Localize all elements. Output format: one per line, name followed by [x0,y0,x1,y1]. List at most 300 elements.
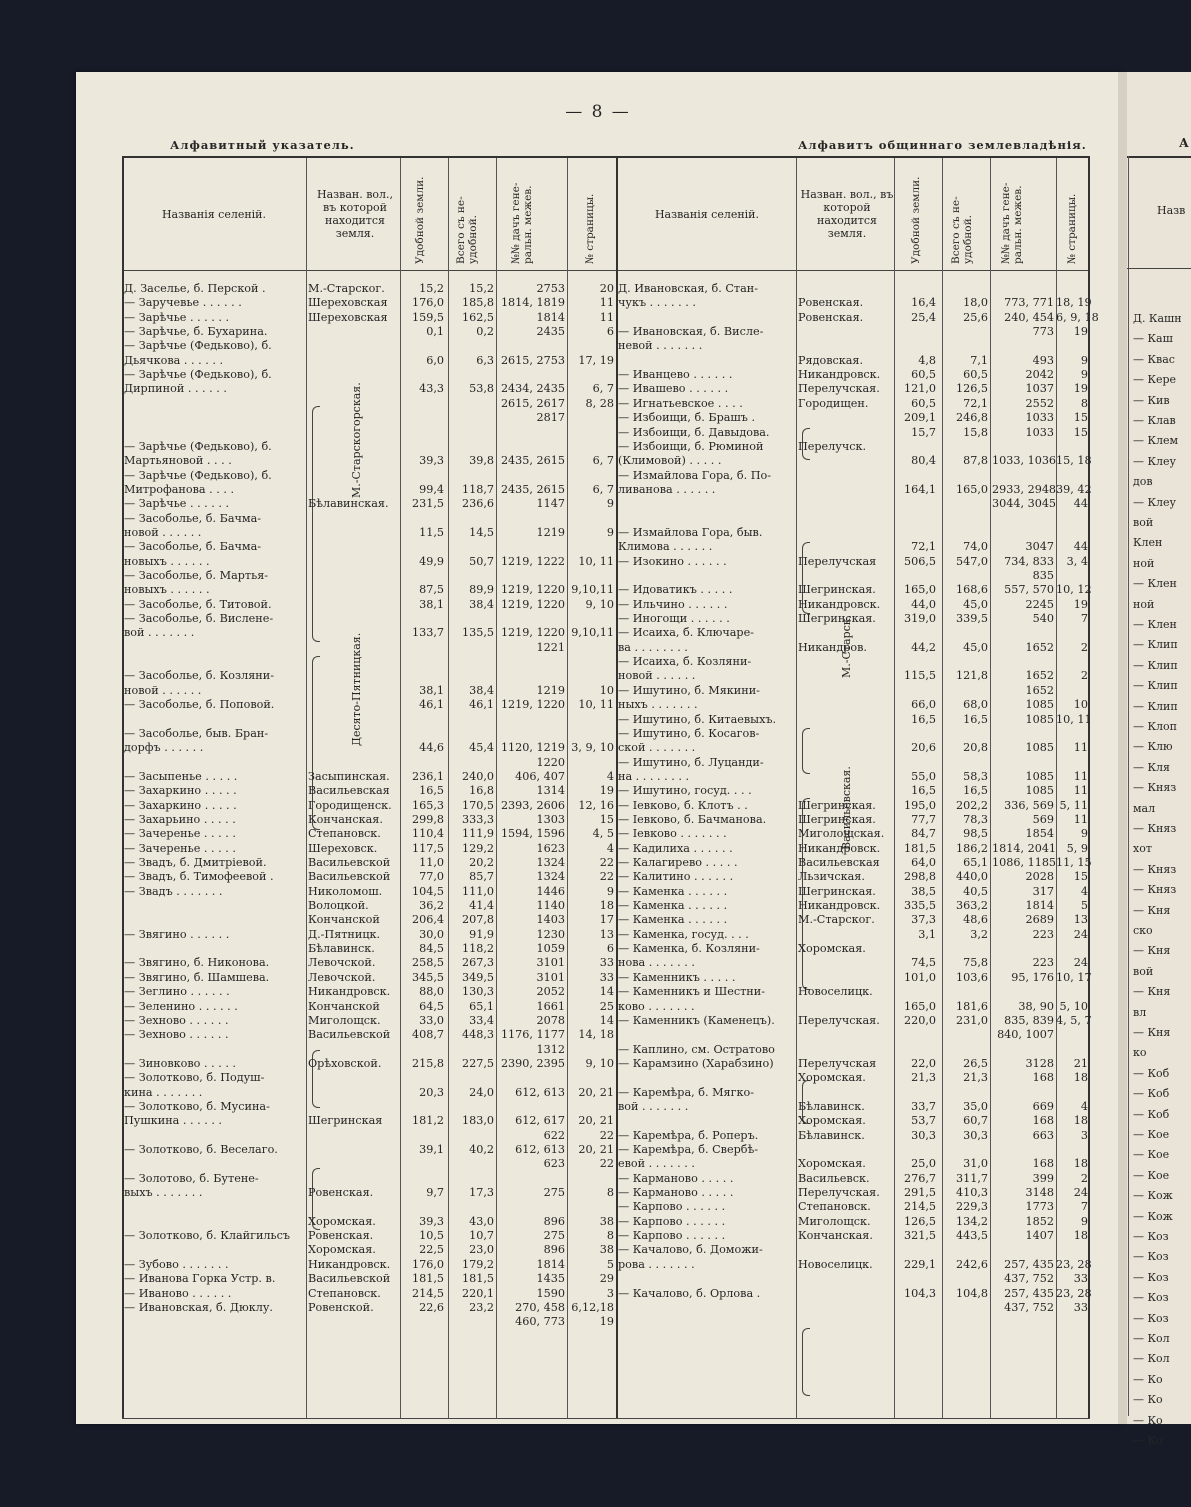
total-land-value: 24,0 [469,1085,494,1099]
volost-name: Ровенской. [308,1300,374,1314]
table-row [618,885,1088,899]
table-row [618,440,1088,454]
table-row [122,512,616,526]
table-row [618,928,1088,942]
survey-plot-numbers: 460, 773 [515,1315,565,1329]
volost-name: Хоромская. [798,1157,866,1171]
survey-plot-numbers: 1059 [536,942,565,956]
place-name: — Іевково, б. Клотъ . . [618,798,748,812]
good-land-value: 38,1 [419,597,444,611]
page-refs: 15 [1073,411,1088,425]
table-row [618,1257,1092,1272]
table-row [618,397,1088,411]
page-refs: 8, 28 [585,396,614,410]
good-land-value: 159,5 [411,310,444,324]
table-row [618,411,1088,425]
good-land-value: 38,5 [911,884,936,898]
next-page-row: — Кол [1133,1352,1170,1366]
good-land-value: 214,5 [903,1200,936,1214]
table-row [122,741,616,755]
total-land-value: 220,1 [461,1286,494,1300]
survey-plot-numbers: 1147 [536,497,565,511]
place-name: — Захаркино . . . . . [124,798,237,812]
survey-plot-numbers: 2078 [536,1013,565,1027]
total-land-value: 41,4 [469,899,494,913]
table-row [618,970,1092,985]
survey-plot-numbers: 1219, 1220 [500,698,565,712]
table-row [618,626,1088,640]
page-refs: 11 [1073,812,1088,826]
volost-name: Бѣлавинск. [798,1099,865,1113]
volost-name: Шереховская [308,296,388,310]
good-land-value: 53,7 [911,1114,936,1128]
place-name: Климова . . . . . . [618,540,713,554]
good-land-value: 15,7 [911,425,936,439]
volost-name: Кончанская. [308,812,383,826]
good-land-value: 25,4 [911,310,936,324]
volost-name: Миголощск. [308,1013,381,1027]
survey-plot-numbers: 2245 [1025,597,1054,611]
page-refs: 33 [1073,1272,1088,1286]
page-refs: 22 [599,856,614,869]
total-land-value: 246,8 [955,411,988,425]
survey-plot-numbers: 1814 [536,1257,565,1271]
page-refs: 7 [1080,612,1088,626]
survey-plot-numbers: 168 [1032,1114,1054,1128]
good-land-value: 115,5 [903,669,936,683]
table-row [122,426,616,440]
header-survey-plots-right: №№ дачъ гене- ральн. межев. [1000,182,1024,264]
next-page-row: — Клю [1133,740,1173,754]
place-name: — Иваново . . . . . . [124,1286,232,1300]
next-page-row: ной [1133,597,1155,611]
page-refs: 6,12,18 [571,1300,614,1314]
survey-plot-numbers: 1314 [536,784,565,798]
volost-name: Перелучская. [798,382,880,396]
table-right-border [1088,158,1090,1418]
volost-group-label: М.-Старскогорская. [350,382,363,498]
next-page-row: — Кож [1133,1189,1173,1203]
page-refs: 15, 18 [1056,454,1092,468]
survey-plot-numbers: 1652 [1025,683,1054,697]
volost-name: Хоромская. [798,1071,866,1085]
page-refs: 2 [1080,669,1088,683]
volost-name: М.-Старског. [798,913,875,927]
place-name: — Засоболье, б. Титовой. [124,597,272,611]
total-land-value: 16,5 [963,784,988,798]
place-name: — Засоболье, быв. Бран- [124,726,269,740]
table-row [122,928,616,942]
page-refs: 14 [599,1013,614,1027]
total-land-value: 31,0 [963,1157,988,1171]
total-land-value: 39,8 [469,454,494,468]
table-row [122,956,616,970]
place-name: — Зарѣчье (Федьково), б. [124,468,272,482]
page-refs: 33 [1073,1300,1088,1314]
good-land-value: 181,5 [411,1272,444,1286]
place-name: ской . . . . . . . [618,741,696,755]
total-land-value: 60,5 [963,368,988,382]
page-refs: 6 [606,942,614,956]
page-refs: 17, 19 [578,353,614,367]
volost-name: Степановск. [798,1200,871,1214]
table-row [122,942,616,956]
table-row [618,1057,1088,1071]
place-name: Д. Ивановская, б. Стан- [618,282,759,295]
table-row [618,497,1088,511]
place-name: — Каменникъ и Шестни- [618,985,765,999]
survey-plot-numbers: 1623 [536,841,565,855]
total-land-value: 10,7 [469,1229,494,1243]
volost-name: Васильевской [308,870,391,884]
total-land-value: 53,8 [469,382,494,396]
survey-plot-numbers: 2615, 2617 [500,396,565,410]
header-good-land-right: Удобной земли. [910,176,922,264]
table-row [618,1000,1088,1014]
survey-plot-numbers: 569 [1032,812,1054,826]
good-land-value: 319,0 [903,612,936,626]
volost-name: Льзичская. [798,870,865,884]
page-refs: 18, 19 [1056,296,1092,310]
table-row [122,354,616,368]
table-row [122,526,616,540]
total-land-value: 87,8 [963,454,988,468]
next-page-row: — Клеу [1133,495,1176,509]
place-name: на . . . . . . . . [618,769,690,783]
total-land-value: 33,4 [469,1013,494,1027]
survey-plot-numbers: 2052 [536,985,565,999]
survey-plot-numbers: 3128 [1025,1056,1054,1070]
good-land-value: 16,5 [419,784,444,798]
volost-name: Шереховская [308,310,388,324]
next-page-table-top [1127,156,1191,158]
place-name: — Каремѣра, б. Роперъ. [618,1128,759,1142]
good-land-value: 84,7 [911,827,936,841]
table-row [618,727,1088,741]
place-name: — Зеленино . . . . . . [124,999,238,1013]
good-land-value: 165,0 [903,583,936,597]
good-land-value: 16,5 [911,784,936,798]
good-land-value: 20,3 [419,1085,444,1099]
good-land-value: 21,3 [911,1071,936,1085]
next-page-row: мал [1133,801,1156,815]
page-refs: 11 [599,310,614,324]
survey-plot-numbers: 896 [543,1243,565,1257]
survey-plot-numbers: 1652 [1025,669,1054,683]
place-name: евой . . . . . . . [618,1157,695,1171]
good-land-value: 104,5 [411,884,444,898]
volost-name: Ровенская. [798,310,864,324]
place-name: Дирпиной . . . . . . [124,382,227,396]
survey-plot-numbers: 257, 435 [1004,1286,1054,1300]
table-row [122,1143,616,1157]
place-name: — Засоболье, б. Поповой. [124,698,275,712]
volost-name: Шегринская. [798,812,876,826]
good-land-value: 16,5 [911,712,936,726]
table-row [122,856,616,870]
place-name: (Климовой) . . . . . [618,454,722,468]
page-refs: 5 [1080,899,1088,913]
survey-plot-numbers: 2435, 2615 [500,454,565,468]
place-name: — Ишутино, б. Луцанди- [618,755,764,769]
survey-plot-numbers: 275 [543,1186,565,1200]
table-row [618,469,1088,483]
good-land-value: 44,0 [911,597,936,611]
place-name: — Карпово . . . . . . [618,1229,726,1243]
volost-name: Миголощск. [798,1214,871,1228]
page-refs: 22 [599,870,614,884]
good-land-value: 22,5 [419,1243,444,1257]
volost-name: Бѣлавинская. [308,497,389,511]
place-name: новой . . . . . . [124,683,202,697]
table-row [122,325,616,339]
good-land-value: 44,2 [911,640,936,654]
table-row [618,1186,1088,1200]
total-land-value: 48,6 [963,913,988,927]
volost-name: Шегринская. [798,798,876,812]
page-refs: 19 [1073,597,1088,611]
total-land-value: 267,3 [461,956,494,970]
table-row [122,684,616,698]
place-name: — Зарѣчье (Федьково), б. [124,439,272,453]
place-name: — Исаиха, б. Козляни- [618,655,752,669]
place-name: — Карамзино (Харабзино) [618,1056,774,1070]
place-name: — Захарьино . . . . . [124,812,236,826]
page-refs: 19 [599,1315,614,1329]
total-land-value: 17,3 [469,1186,494,1200]
survey-plot-numbers: 2817 [536,411,565,425]
survey-plot-numbers: 1814, 2041 [992,841,1057,855]
total-land-value: 18,0 [963,296,988,310]
page-refs: 44 [1073,540,1088,554]
total-land-value: 65,1 [469,999,494,1013]
survey-plot-numbers: 2393, 2606 [500,798,565,812]
survey-plot-numbers: 2689 [1025,913,1054,927]
place-name: — Звягино, б. Шамшева. [124,970,270,984]
total-land-value: 135,5 [461,626,494,640]
page-refs: 18 [1073,1114,1088,1128]
volost-name: Бѣлавинск. [798,1128,865,1142]
volost-name: Хоромская. [798,1114,866,1128]
table-row [618,1286,1092,1301]
good-land-value: 11,0 [419,856,444,869]
table-row [122,1028,616,1042]
place-name: — Зачеренье . . . . . [124,827,236,841]
survey-plot-numbers: 1435 [536,1272,565,1286]
place-name: — Избоищи, б. Брашъ . [618,411,756,425]
next-page-row: — Кня [1133,903,1171,917]
total-land-value: 547,0 [955,554,988,568]
total-land-value: 311,7 [955,1171,988,1185]
next-page-row: ко [1133,1046,1147,1060]
place-name: — Ильчино . . . . . . [618,597,728,611]
place-name: — Измайлова Гора, б. По- [618,468,772,482]
survey-plot-numbers: 1814 [536,310,565,324]
place-name: ва . . . . . . . . [618,640,688,654]
next-page-row: — Клав [1133,414,1176,427]
place-name: — Золотково, б. Мусина- [124,1099,270,1113]
table-row [618,612,1088,626]
place-name: рова . . . . . . . [618,1257,695,1271]
good-land-value: 181,5 [903,841,936,855]
total-land-value: 46,1 [469,698,494,712]
survey-plot-numbers: 1446 [536,884,565,898]
place-name: дорфъ . . . . . . [124,741,204,755]
good-land-value: 181,2 [411,1114,444,1128]
total-land-value: 134,2 [955,1214,988,1228]
page-refs: 20, 21 [578,1114,614,1128]
place-name: — Каремѣра, б. Мягко- [618,1085,754,1099]
total-land-value: 168,6 [955,583,988,597]
place-name: — Каменка, госуд. . . . [618,927,749,941]
total-land-value: 121,8 [955,669,988,683]
place-name: — Засыпенье . . . . . [124,769,238,783]
table-row [618,1086,1088,1100]
survey-plot-numbers: 223 [1032,927,1054,941]
table-row [122,698,616,712]
good-land-value: 164,1 [903,482,936,496]
volost-name: Никандровск. [798,841,881,855]
place-name: — Иванова Горка Устр. в. [124,1272,276,1286]
page-refs: 19 [599,784,614,798]
next-page-row: Клен [1133,536,1163,550]
next-page-row: — Ко [1133,1372,1163,1386]
next-page-row: — Клип [1133,679,1178,693]
volost-name: Бѣлавинск. [308,942,375,956]
next-page-row: — Кое [1133,1128,1170,1141]
good-land-value: 99,4 [419,482,444,496]
page-refs: 5, 11 [1059,798,1088,812]
table-row [122,727,616,741]
total-land-value: 68,0 [963,698,988,712]
survey-plot-numbers: 1140 [536,899,565,913]
place-name: — Каменникъ (Каменецъ). [618,1013,775,1027]
place-name: — Каменка, б. Козляни- [618,942,760,956]
place-name: нова . . . . . . . [618,956,695,970]
table-row [122,899,616,913]
table-row [122,913,616,927]
table-row [122,1000,616,1014]
page-refs: 5 [606,1257,614,1271]
good-land-value: 60,5 [911,396,936,410]
total-land-value: 179,2 [461,1257,494,1271]
next-page-row: — Кня [1133,1026,1171,1039]
table-row [618,1301,1088,1315]
total-land-value: 0,2 [476,325,494,339]
place-name: — Золотково, б. Веселаго. [124,1143,278,1156]
good-land-value: 37,3 [911,913,936,927]
total-land-value: 38,4 [469,597,494,611]
volost-name: Шегринская. [798,884,876,898]
page-refs: 10, 11 [578,698,614,712]
table-row [122,1071,616,1085]
header-survey-plots: №№ дачъ гене- ральн. межев. [510,182,534,264]
page-refs: 20, 21 [578,1143,614,1156]
header-good-land: Удобной земли. [414,176,426,264]
next-page-row: — Коб [1133,1107,1170,1121]
header-total-land: Всего съ не- удобной. [455,196,479,264]
running-head-left: Алфавитный указатель. [170,138,355,152]
page-refs: 18 [599,899,614,913]
good-land-value: 126,5 [903,1214,936,1228]
next-page-row: — Клен [1133,577,1177,591]
good-land-value: 74,5 [911,956,936,970]
good-land-value: 215,8 [411,1056,444,1070]
survey-plot-numbers: 1854 [1025,827,1054,841]
total-land-value: 3,2 [970,927,988,941]
survey-plot-numbers: 1120, 1219 [500,741,565,755]
good-land-value: 33,7 [911,1099,936,1113]
table-row [122,1100,616,1114]
page-refs: 9 [1080,1214,1088,1228]
place-name: — Іевково . . . . . . . [618,827,727,841]
table-row [122,770,616,784]
page-refs: 33 [599,956,614,970]
total-land-value: 50,7 [469,554,494,568]
table-row [618,899,1088,913]
page-refs: 4 [1080,884,1088,898]
page-refs: 29 [599,1272,614,1286]
good-land-value: 165,0 [903,999,936,1013]
volost-name: Никандровск. [798,597,881,611]
good-land-value: 46,1 [419,698,444,712]
good-land-value: 38,1 [419,683,444,697]
volost-name: Ровенская. [798,296,864,310]
survey-plot-numbers: 2028 [1025,870,1054,884]
table-row [618,870,1088,884]
good-land-value: 44,6 [419,741,444,755]
page-refs: 33 [599,970,614,984]
table-row [122,842,616,856]
total-land-value: 60,7 [963,1114,988,1128]
good-land-value: 236,1 [411,769,444,783]
good-land-value: 66,0 [911,698,936,712]
total-land-value: 14,5 [469,525,494,539]
place-name: — Избоищи, б. Рюминой [618,439,764,453]
good-land-value: 176,0 [411,1257,444,1271]
place-name: — Захаркино . . . . . [124,784,237,798]
volost-brace [802,1328,810,1396]
total-land-value: 103,6 [955,970,988,984]
total-land-value: 45,0 [963,640,988,654]
volost-name: Никандровск. [308,985,391,999]
table-row [122,655,616,669]
page-refs: 3, 9, 10 [571,741,614,755]
table-row [618,296,1092,310]
volost-name: Хоромская. [308,1243,376,1257]
place-name: — Карманово . . . . . [618,1171,734,1185]
table-row [122,382,616,396]
volost-name: Степановск. [308,1286,381,1300]
table-row [122,1129,616,1143]
place-name: — Зарѣчье (Федьково), б. [124,368,272,382]
survey-plot-numbers: 3047 [1025,540,1054,554]
table-row [618,1200,1088,1214]
volost-name: Новоселицк. [798,1257,873,1271]
survey-plot-numbers: 437, 752 [1004,1300,1054,1314]
table-row [122,813,616,827]
volost-name: Перелучская [798,1056,877,1070]
index-table [122,156,1099,1419]
page-refs: 18 [1073,1157,1088,1171]
place-name: — Зехново . . . . . . [124,1028,229,1042]
total-land-value: 23,0 [469,1243,494,1257]
good-land-value: 11,5 [419,525,444,539]
table-row [122,1287,616,1301]
survey-plot-numbers: 835 [1032,569,1054,582]
page-refs: 6, 7 [592,454,614,468]
place-name: новой . . . . . . [124,525,202,539]
